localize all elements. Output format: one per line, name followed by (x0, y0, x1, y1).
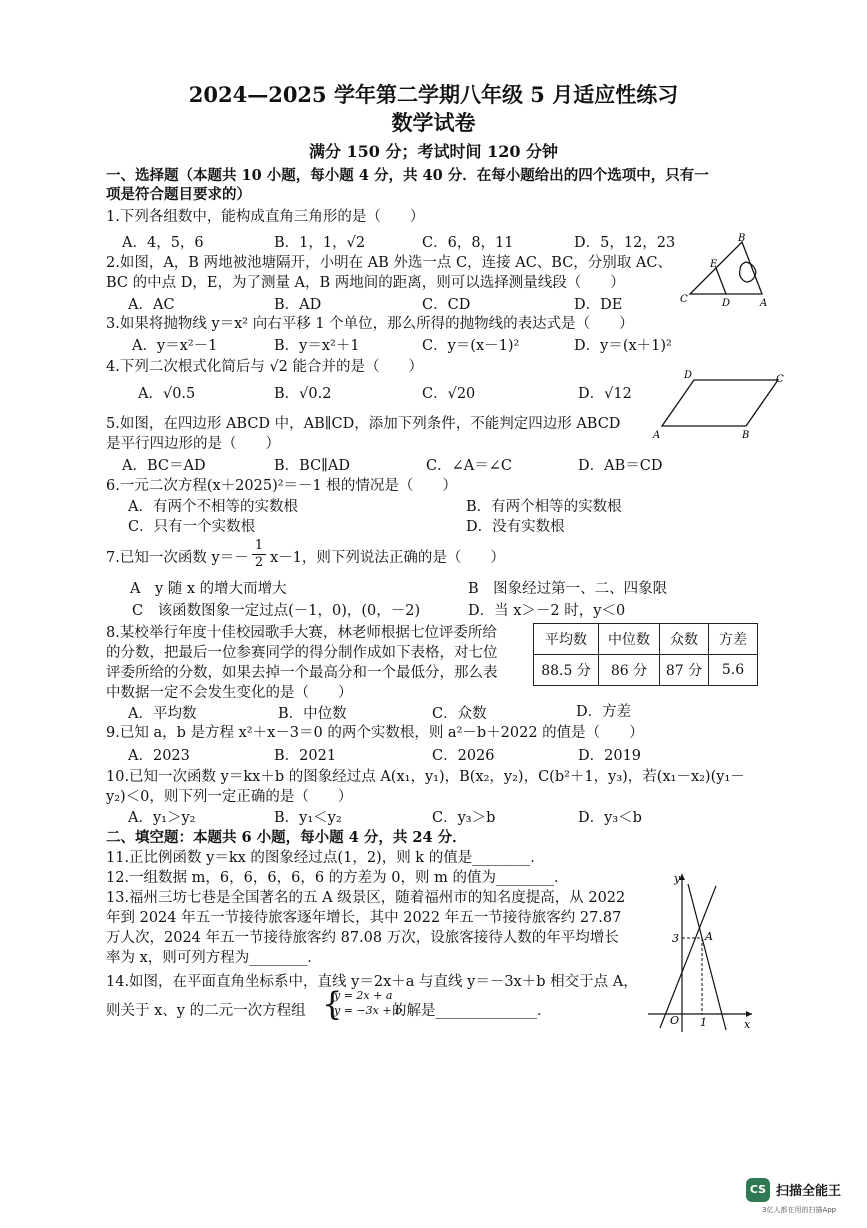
exam-subject: 数学试卷 (391, 110, 476, 135)
q14-equation-1: y = 2x + a (334, 989, 393, 1002)
q5-option-d: D．AB＝CD (578, 458, 663, 474)
q2-option-c: C．CD (422, 297, 471, 313)
q2-option-b: B．AD (274, 297, 322, 313)
label-c: C (776, 374, 784, 385)
q8-option-d: D．方差 (576, 704, 632, 720)
table-cell: 5.6 (709, 655, 758, 686)
q4-option-d: D．√12 (578, 386, 632, 402)
q14-coordinate-figure (640, 868, 758, 1034)
table-cell: 86 分 (599, 655, 660, 686)
q3-stem: 3.如果将抛物线 y＝x² 向右平移 1 个单位，那么所得的抛物线的表达式是（ ） (106, 316, 634, 332)
q5-stem: 5.如图，在四边形 ABCD 中，AB∥CD，添加下列条件，不能判定四边形 ABCD (106, 416, 621, 432)
label-b: B (742, 430, 750, 441)
label-c: C (680, 294, 688, 305)
q1-option-a: A．4，5，6 (122, 235, 204, 251)
label-three: 3 (672, 932, 679, 945)
q5-stem-cont: 是平行四边形的是（ ） (106, 436, 280, 452)
label-one: 1 (700, 1016, 707, 1029)
q10-stem: 10.已知一次函数 y＝kx＋b 的图象经过点 A(x₁，y₁)，B(x₂，y₂)，C(b²＋1，y₃)，若(x₁－x₂)(y₁－ (106, 769, 745, 785)
q7-option-d: D．当 x＞－2 时，y＜0 (468, 603, 626, 619)
q5-option-b: B．BC∥AD (274, 458, 350, 474)
table-cell: 88.5 分 (534, 655, 599, 686)
table-header-cell: 平均数 (534, 624, 599, 655)
q1-option-b: B．1，1，√2 (274, 235, 366, 251)
parallelogram-abcd (662, 380, 778, 426)
q4-option-c: C．√20 (422, 386, 476, 402)
table-header-cell: 众数 (660, 624, 709, 655)
q11-stem: 11.正比例函数 y＝kx 的图象经过点(1，2)，则 k 的值是________． (106, 850, 545, 866)
q5-option-a: A．BC＝AD (122, 458, 206, 474)
q13-stem-line3: 万人次，2024 年五一节接待旅客约 87.08 万次，设旅客接待人数的年平均增长 (106, 930, 619, 946)
table-row (534, 655, 758, 686)
q14-stem: 14.如图，在平面直角坐标系中，直线 y＝2x＋a 与直线 y＝－3x＋b 相交于点 A， (106, 974, 638, 990)
q5-parallelogram-figure (650, 368, 790, 442)
q6-option-a: A．有两个不相等的实数根 (128, 499, 298, 515)
q9-stem: 9.已知 a，b 是方程 x²＋x－3＝0 的两个实数根，则 a²－b＋2022 的值是（ ） (106, 725, 644, 741)
q7-option-c: C 该函数图象一定过点(－1，0)，(0，－2) (132, 603, 421, 619)
section1-heading-cont: 项是符合题目要求的） (106, 186, 251, 203)
label-origin: O (670, 1014, 680, 1027)
q10-option-b: B．y₁＜y₂ (274, 810, 342, 826)
camscanner-brand: 扫描全能王 (776, 1184, 842, 1199)
q7-stem: 7.已知一次函数 y＝－ (106, 550, 249, 566)
label-b: B (738, 233, 746, 244)
table-header-row (534, 624, 758, 655)
line-y-neg3x-b (688, 884, 726, 1030)
x-axis-arrow-icon (746, 1011, 752, 1017)
q12-stem: 12.一组数据 m，6，6，6，6，6 的方差为 0，则 m 的值为________． (106, 870, 569, 886)
camscanner-logo: CS (746, 1178, 770, 1202)
q8-option-b: B．中位数 (278, 706, 347, 722)
q2-option-a: A．AC (128, 297, 175, 313)
q7-fraction (252, 538, 266, 571)
q1-option-d: D．5，12，23 (574, 235, 676, 251)
q8-option-c: C．众数 (432, 706, 487, 722)
q6-option-b: B．有两个相等的实数根 (466, 499, 622, 515)
q3-option-b: B．y＝x²＋1 (274, 338, 360, 354)
q3-option-c: C．y＝(x－1)² (422, 338, 520, 354)
q9-option-a: A．2023 (128, 748, 190, 764)
q1-option-c: C．6，8，11 (422, 235, 514, 251)
q10-stem-cont: y₂)＜0，则下列一定正确的是（ ） (106, 789, 353, 805)
q9-option-c: C．2026 (432, 748, 495, 764)
q7-option-b: B 图象经过第一、二、四象限 (468, 581, 668, 597)
q7-stem-cont: x－1，则下列说法正确的是（ ） (270, 550, 505, 566)
q7-fraction-denominator: 2 (252, 554, 266, 571)
q2-stem: 2.如图，A，B 两地被池塘隔开，小明在 AB 外选一点 C，连接 AC、BC，分别取 AC、 (106, 255, 672, 271)
q10-option-c: C．y₃＞b (432, 810, 496, 826)
q13-stem-line4: 率为 x，则可列方程为________． (106, 950, 322, 966)
q7-option-a: A y 随 x 的增大而增大 (130, 581, 287, 597)
q6-option-c: C．只有一个实数根 (128, 519, 256, 535)
q14-equation-system (322, 985, 403, 1023)
q9-option-d: D．2019 (578, 748, 642, 764)
segment-de (716, 268, 726, 294)
table-header-cell: 中位数 (599, 624, 660, 655)
q2-option-d: D．DE (574, 297, 623, 313)
triangle-abc (690, 242, 762, 294)
label-a: A (705, 930, 713, 943)
table-header-cell: 方差 (709, 624, 758, 655)
exam-title: 2024—2025 学年第二学期八年级 5 月适应性练习 (188, 82, 679, 107)
q14-stem-cont: 则关于 x、y 的二元一次方程组 (106, 1003, 306, 1019)
q8-stem-line3: 评委所给的分数，如果去掉一个最高分和一个最低分，那么表 (106, 665, 498, 681)
label-d: D (722, 298, 731, 309)
q8-stem: 8.某校举行年度十佳校园歌手大赛，林老师根据七位评委所给 (106, 625, 497, 641)
q10-option-a: A．y₁＞y₂ (128, 810, 196, 826)
section1-heading: 一、选择题（本题共 10 小题，每小题 4 分，共 40 分．在每小题给出的四个选项中，只有一 (106, 167, 709, 184)
q8-option-a: A．平均数 (128, 706, 197, 722)
table-cell: 87 分 (660, 655, 709, 686)
exam-info: 满分 150 分；考试时间 120 分钟 (308, 142, 559, 161)
q14-equation-2: y = −3x + b (334, 1004, 403, 1017)
q8-score-table (533, 623, 758, 686)
brace-icon: { (322, 985, 343, 1023)
q2-triangle-figure (676, 232, 776, 310)
q8-stem-line4: 中数据一定不会发生变化的是（ ） (106, 685, 353, 701)
label-d: D (684, 370, 693, 381)
q4-option-a: A．√0.5 (138, 386, 196, 402)
q4-stem: 4.下列二次根式化简后与 √2 能合并的是（ ） (106, 359, 424, 375)
q3-option-a: A．y＝x²－1 (132, 338, 218, 354)
label-x: x (744, 1018, 751, 1031)
q4-option-b: B．√0.2 (274, 386, 332, 402)
q7-fraction-numerator: 1 (254, 538, 264, 553)
q6-option-d: D．没有实数根 (466, 519, 565, 535)
section2-heading: 二、填空题：本题共 6 小题，每小题 4 分，共 24 分． (106, 829, 467, 846)
q10-option-d: D．y₃＜b (578, 810, 642, 826)
q1-stem: 1.下列各组数中，能构成直角三角形的是（ ） (106, 209, 425, 225)
q3-option-d: D．y＝(x＋1)² (574, 338, 672, 354)
q8-stem-line2: 的分数，把最后一位参赛同学的得分制作成如下表格，对七位 (106, 645, 498, 661)
q13-stem: 13.福州三坊七巷是全国著名的五 A 级景区，随着福州市的知名度提高，从 2022 (106, 890, 626, 906)
label-a: A (653, 430, 661, 441)
label-a: A (760, 298, 768, 309)
q14-stem-answer: 的解是______________． (392, 1003, 552, 1019)
q6-stem: 6.一元二次方程(x＋2025)²＝－1 根的情况是（ ） (106, 478, 457, 494)
q5-option-c: C．∠A＝∠C (426, 458, 512, 474)
q2-stem-cont: BC 的中点 D，E，为了测量 A，B 两地间的距离，则可以选择测量线段（ ） (106, 275, 625, 291)
camscanner-tagline: 3亿人都在用的扫描App (762, 1206, 837, 1214)
q13-stem-line2: 年到 2024 年五一节接待旅客逐年增长，其中 2022 年五一节接待旅客约 27.87 (106, 910, 622, 926)
label-y: y (674, 872, 681, 885)
q9-option-b: B．2021 (274, 748, 337, 764)
label-e: E (710, 259, 718, 270)
